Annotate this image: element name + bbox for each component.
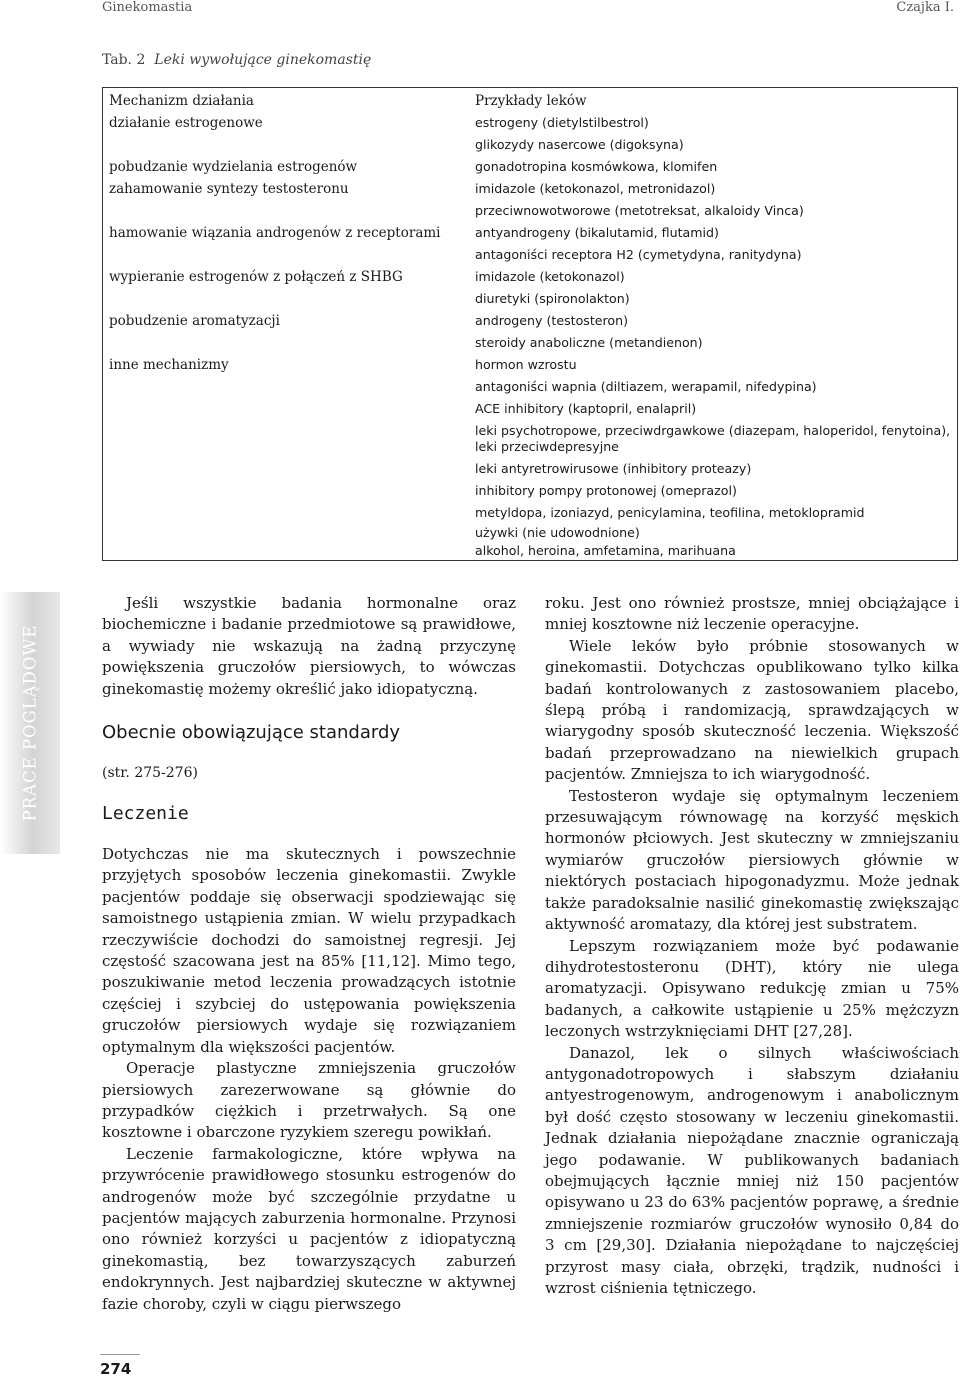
right-column [545,593,959,1299]
drug-item: glikozydy nasercowe (digoksyna) [475,137,684,152]
drug-item: alkohol, heroina, amfetamina, marihuana [475,543,736,558]
drug-item: leki antyretrowirusowe (inhibitory proteazy) [475,461,752,476]
body-paragraph: roku. Jest ono również prostsze, mniej obciążające i mniej kosztowne niż leczenie operacyjne. [545,594,959,634]
mechanism-cell: działanie estrogenowe [109,115,263,131]
table-row [103,178,957,222]
drugs-cell [475,112,957,156]
drugs-cell [475,178,957,222]
mechanism-cell: wypieranie estrogenów z połączeń z SHBG [109,269,403,285]
subheading-treatment: Leczenie [102,803,189,825]
table-caption [102,52,371,68]
intro-paragraph: Jeśli wszystkie badania hormonalne oraz biochemiczne i badanie przedmiotowe są prawidłowe, a wywiady nie wskazują na żadną przyczynę powiększenia gruczołów piersiowych, to wówczas ginekomastię możemy określić jako idiopatyczną. [102,594,516,698]
header-examples: Przykłady leków [475,93,587,109]
table-caption-title: Leki wywołujące ginekomastię [154,52,372,68]
drug-item: antyandrogeny (bikalutamid, flutamid) [475,225,719,240]
left-column [102,593,516,1315]
drug-item: steroidy anaboliczne (metandienon) [475,335,703,350]
drug-item: antagoniści wapnia (diltiazem, werapamil, nifedypina) [475,379,817,394]
running-head-author: Czajka I. [896,0,954,15]
body-paragraph: Operacje plastyczne zmniejszenia gruczołów piersiowych zarezerwowane są głównie do przypadków ciężkich i przetrwałych. Są one kosztowne i obarczone ryzykiem szeregu powikłań. [102,1059,516,1142]
drug-item: gonadotropina kosmówkowa, klomifen [475,159,718,174]
drug-item: estrogeny (dietylstilbestrol) [475,115,649,130]
table-row [103,222,957,266]
table-header-row [103,90,957,112]
page-number: 274 [100,1360,132,1378]
drugs-cell [475,156,957,178]
section-heading: Obecnie obowiązujące standardy [102,722,401,744]
table-row [103,310,957,354]
drugs-cell [475,266,957,310]
drug-table [102,87,958,561]
drug-item: leki psychotropowe, przeciwdrgawkowe (diazepam, haloperidol, fenytoina), leki przeciwdepresyjne [475,423,951,454]
page-reference: (str. 275-276) [102,765,198,782]
page-number-rule [100,1354,140,1355]
drug-item: ACE inhibitory (kaptopril, enalapril) [475,401,697,416]
body-paragraph: Testosteron wydaje się optymalnym leczeniem przesuwającym równowagę na korzyść męskich hormonów płciowych. Jest skuteczny w zmniejszaniu wymiarów gruczołów piersiowych głównie w niektórych postaciach hipogonadyzmu. Może jednak także paradoksalnie nasilić ginekomastię zwiększając aktywność aromatazy, dla której jest substratem. [545,786,959,934]
drug-item: diuretyki (spironolakton) [475,291,630,306]
body-paragraph: Lepszym rozwiązaniem może być podawanie dihydrotestosteronu (DHT), który nie ulega aromatyzacji. Opisywano redukcję zmian u 75% badanych, a całkowite ustąpienie u 25% mężczyzn leczonych wstrzyknięciami DHT [27,28]. [545,936,959,1041]
body-paragraph: Danazol, lek o silnych właściwościach antygonadotropowych i słabszym działaniu antyestrogenowym, androgenowym i anabolicznym był dość często stosowany w leczeniu ginekomastii. Jednak działania niepożądane znacznie ograniczają jego podawanie. W publikowanych badaniach obejmujących łącznie mniej niż 150 pacjentów opisywano u 23 do 63% pacjentów poprawę, a średnie zmniejszenie rozmiarów gruczołów wynosiło 0,84 do 3 cm [29,30]. Działania niepożądane to najczęściej przyrost masy ciała, obrzęki, trądzik, nudności i wzrost ciśnienia tętniczego. [545,1043,959,1297]
table-caption-label: Tab. 2 [102,52,146,68]
mechanism-cell: zahamowanie syntezy testosteronu [109,181,349,197]
table-row [103,156,957,178]
drug-item: hormon wzrostu [475,357,577,372]
mechanism-cell: pobudzanie wydzielania estrogenów [109,159,358,175]
table-row [103,112,957,156]
mechanism-cell: hamowanie wiązania androgenów z receptorami [109,225,441,241]
side-label-text: PRACE POGLĄDOWE [20,624,40,822]
drug-item: metyldopa, izoniazyd, penicylamina, teofilina, metoklopramid [475,505,865,520]
drug-item: przeciwnowotworowe (metotreksat, alkaloidy Vinca) [475,203,804,218]
running-head-title: Ginekomastia [102,0,193,15]
body-paragraph: Dotychczas nie ma skutecznych i powszechnie przyjętych sposobów leczenia ginekomastii. Zwykle pacjentów poddaje się obserwacji spodziewając się samoistnego ustąpienia zmian. W wielu przypadkach rzeczywiście dochodzi do samoistnej regresji. Jej częstość szacowana jest na 85% [11,12]. Mimo tego, poszukiwanie metod leczenia prowadzących istotnie częściej i szybciej do ustępowania powiększenia gruczołów piersiowych wydaje się rozwiązaniem optymalnym dla większości pacjentów. [102,845,516,1056]
drugs-cell [475,354,957,560]
mechanism-cell: inne mechanizmy [109,357,229,373]
drug-item: imidazole (ketokonazol) [475,269,625,284]
header-mechanism: Mechanizm działania [109,93,254,109]
drug-item: imidazole (ketokonazol, metronidazol) [475,181,716,196]
mechanism-cell: pobudzenie aromatyzacji [109,313,280,329]
drug-item: androgeny (testosteron) [475,313,629,328]
drug-item: inhibitory pompy protonowej (omeprazol) [475,483,737,498]
body-paragraph: Leczenie farmakologiczne, które wpływa na przywrócenie prawidłowego stosunku estrogenów do androgenów może być szczególnie przydatne u pacjentów mających zaburzenia hormonalne. Przynosi ono również korzyści u pacjentów z idiopatyczną ginekomastią, bez towarzyszących zaburzeń endokrynnych. Jest najbardziej skuteczne w aktywnej fazie choroby, czyli w ciągu pierwszego [102,1144,516,1313]
drugs-cell [475,222,957,266]
body-paragraph: Wiele leków było próbnie stosowanych w ginekomastii. Dotychczas opublikowano tylko kilka badań kontrolowanych z zastosowaniem placebo, ślepą próbą i randomizacją, sprawdzających w wiarygodny sposób skuteczność leczenia. Większość badań przeprowadzano na niewielkich grupach pacjentów. Zmniejsza to ich wiarygodność. [545,636,959,784]
drug-item: antagoniści receptora H2 (cymetydyna, ranitydyna) [475,247,802,262]
table-row [103,354,957,560]
drug-item: używki (nie udowodnione) [475,525,640,540]
drugs-cell [475,310,957,354]
table-row [103,266,957,310]
section-side-label [0,592,60,854]
